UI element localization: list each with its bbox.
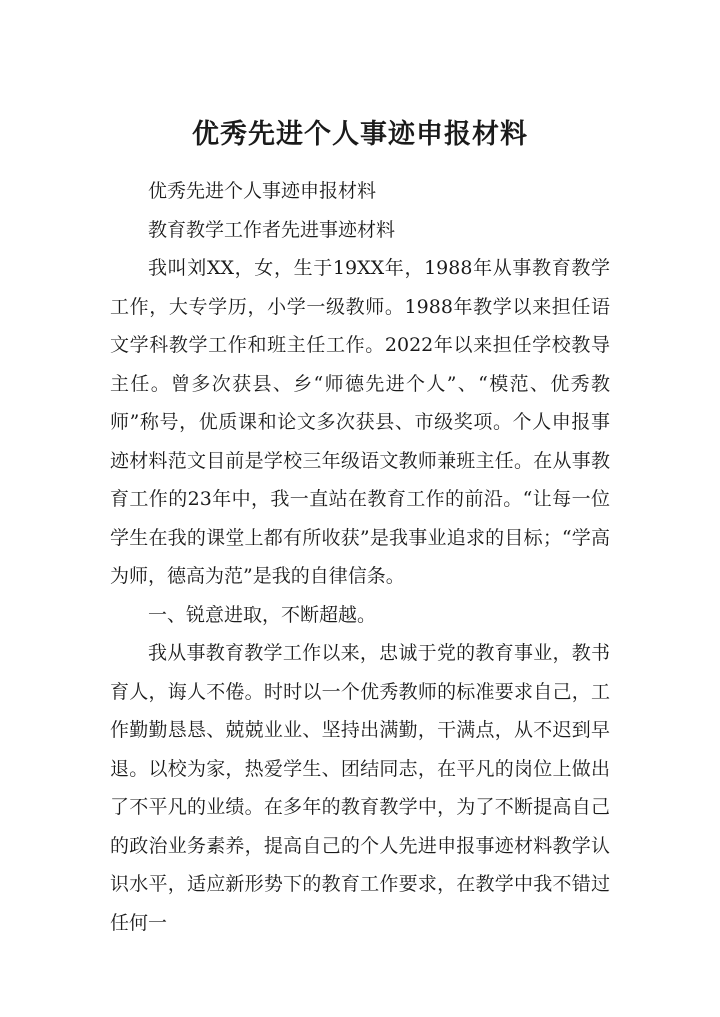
document-title: 优秀先进个人事迹申报材料	[192, 119, 528, 150]
paragraph-subtitle: 优秀先进个人事迹申报材料	[148, 180, 377, 202]
section-heading: 一、锐意进取，不断超越。	[148, 603, 377, 626]
document-body	[110, 172, 610, 942]
paragraph-intro: 我叫刘XX，女，生于19XX年，1988年从事教育教学工作，大专学历，小学一级教师。1988年教学以来担任语文学科教学工作和班主任工作。2022年以来担任学校教导主任。曾多次获县、乡“师德先进个人”、“模范、优秀教师”称号，优质课和论文多次获县、市级奖项。个人申报事迹材料范文目前是学校三年级语文教师兼班主任。在从事教育工作的23年中，我一直站在教育工作的前沿。“让每一位学生在我的课堂上都有所收获”是我事业追求的目标；“学高为师，德高为范”是我的自律信条。	[110, 257, 610, 587]
paragraph-heading: 教育教学工作者先进事迹材料	[148, 218, 396, 241]
paragraph-section-body: 我从事教育教学工作以来，忠诚于党的教育事业，教书育人，诲人不倦。时时以一个优秀教师的标准要求自己，工作勤勤恳恳、兢兢业业、坚持出满勤，干满点，从不迟到早退。以校为家，热爱学生、团结同志，在平凡的岗位上做出了不平凡的业绩。在多年的教育教学中，为了不断提高自己的政治业务素养，提高自己的个人先进申报事迹材料教学认识水平，适应新形势下的教育工作要求，在教学中我不错过任何一	[110, 642, 610, 934]
